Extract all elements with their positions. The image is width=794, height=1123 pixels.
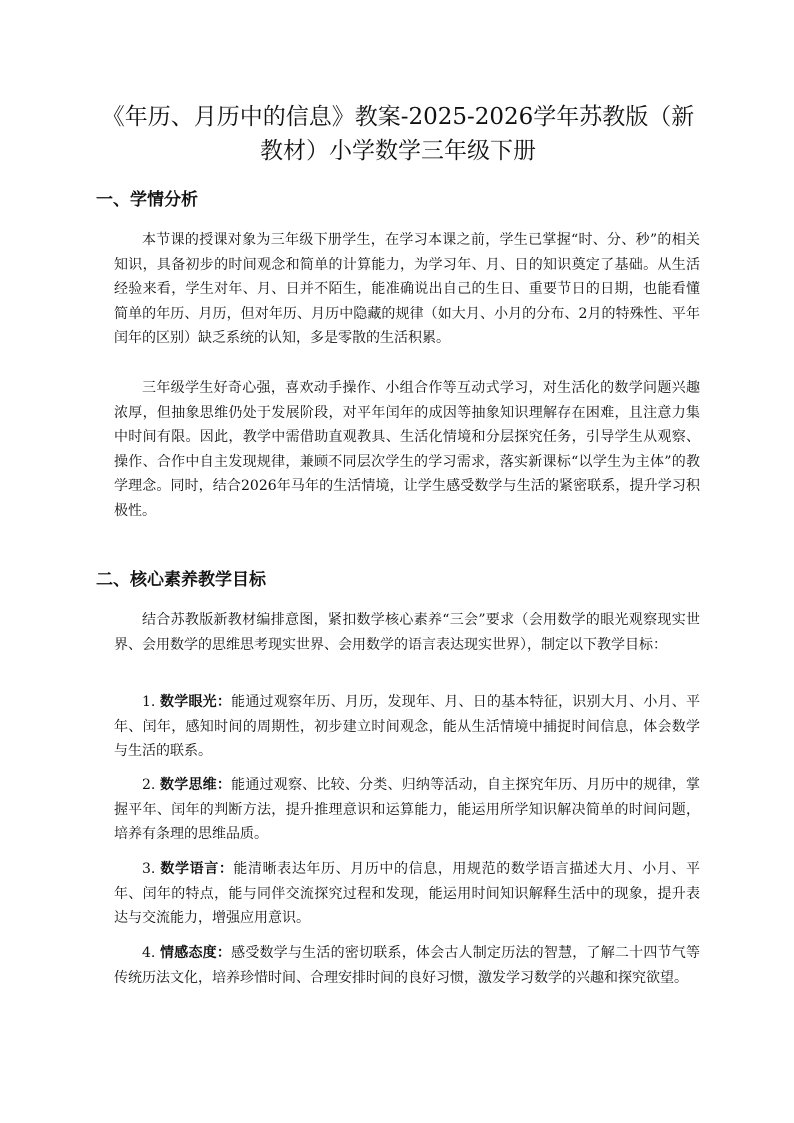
- objective-text: 能通过观察、比较、分类、归纳等活动，自主探究年历、月历中的规律，掌握平年、闰年的判断方法，提升推理意识和运算能力，能运用所学知识解决简单的时间问题，培养有条理的思维品质。: [114, 777, 701, 842]
- objective-item-1: [114, 690, 700, 764]
- objective-number: 2.: [142, 777, 156, 793]
- paragraph-learning-analysis-1: 本节课的授课对象为三年级下册学生，在学习本课之前，学生已掌握“时、分、秒”的相关知识，具备初步的时间观念和简单的计算能力，为学习年、月、日的知识奠定了基础。从生活经验来看，学生对年、月、日并不陌生，能准确说出自己的生日、重要节日的日期，也能看懂简单的年历、月历，但对年历、月历中隐藏的规律（如大月、小月的分布、2月的特殊性、平年闰年的区别）缺乏系统的认知，多是零散的生活积累。: [114, 232, 700, 346]
- objective-label: 数学思维：: [160, 777, 232, 793]
- objective-number: 1.: [142, 694, 156, 710]
- document-title: 《年历、月历中的信息》教案-2025-2026学年苏教版（新教材）小学数学三年级下册: [101, 104, 695, 164]
- objective-label: 数学语言：: [160, 861, 234, 877]
- objective-number: 4.: [142, 945, 156, 961]
- objective-item-2: [114, 773, 700, 847]
- objective-text: 能通过观察年历、月历，发现年、月、日的基本特征，识别大月、小月、平年、闰年，感知时间的周期性，初步建立时间观念，能从生活情境中捕捉时间信息，体会数学与生活的联系。: [114, 694, 701, 759]
- section-heading-learning-analysis: 一、学情分析: [96, 190, 198, 210]
- objective-item-3: [114, 857, 700, 931]
- paragraph-objectives-intro: 结合苏教版新教材编排意图，紧扣数学核心素养“三会”要求（会用数学的眼光观察现实世界、会用数学的思维思考现实世界、会用数学的语言表达现实世界），制定以下教学目标：: [114, 612, 700, 653]
- section-heading-teaching-objectives: 二、核心素养教学目标: [96, 570, 266, 590]
- paragraph-learning-analysis-2: 三年级学生好奇心强，喜欢动手操作、小组合作等互动式学习，对生活化的数学问题兴趣浓厚，但抽象思维仍处于发展阶段，对平年闰年的成因等抽象知识理解存在困难，且注意力集中时间有限。因此，教学中需借助直观教具、生活化情境和分层探究任务，引导学生从观察、操作、合作中自主发现规律，兼顾不同层次学生的学习需求，落实新课标“以学生为主体”的教学理念。同时，结合2026年马年的生活情境，让学生感受数学与生活的紧密联系，提升学习积极性。: [114, 380, 700, 519]
- objective-text: 能清晰表达年历、月历中的信息，用规范的数学语言描述大月、小月、平年、闰年的特点，能与同伴交流探究过程和发现，能运用时间知识解释生活中的现象，提升表达与交流能力，增强应用意识。: [114, 861, 701, 926]
- objective-label: 情感态度：: [160, 945, 232, 961]
- objective-label: 数学眼光：: [160, 694, 232, 710]
- objective-text: 感受数学与生活的密切联系，体会古人制定历法的智慧，了解二十四节气等传统历法文化，培养珍惜时间、合理安排时间的良好习惯，激发学习数学的兴趣和探究欲望。: [114, 945, 701, 986]
- objective-number: 3.: [142, 861, 156, 877]
- objective-item-4: [114, 941, 700, 990]
